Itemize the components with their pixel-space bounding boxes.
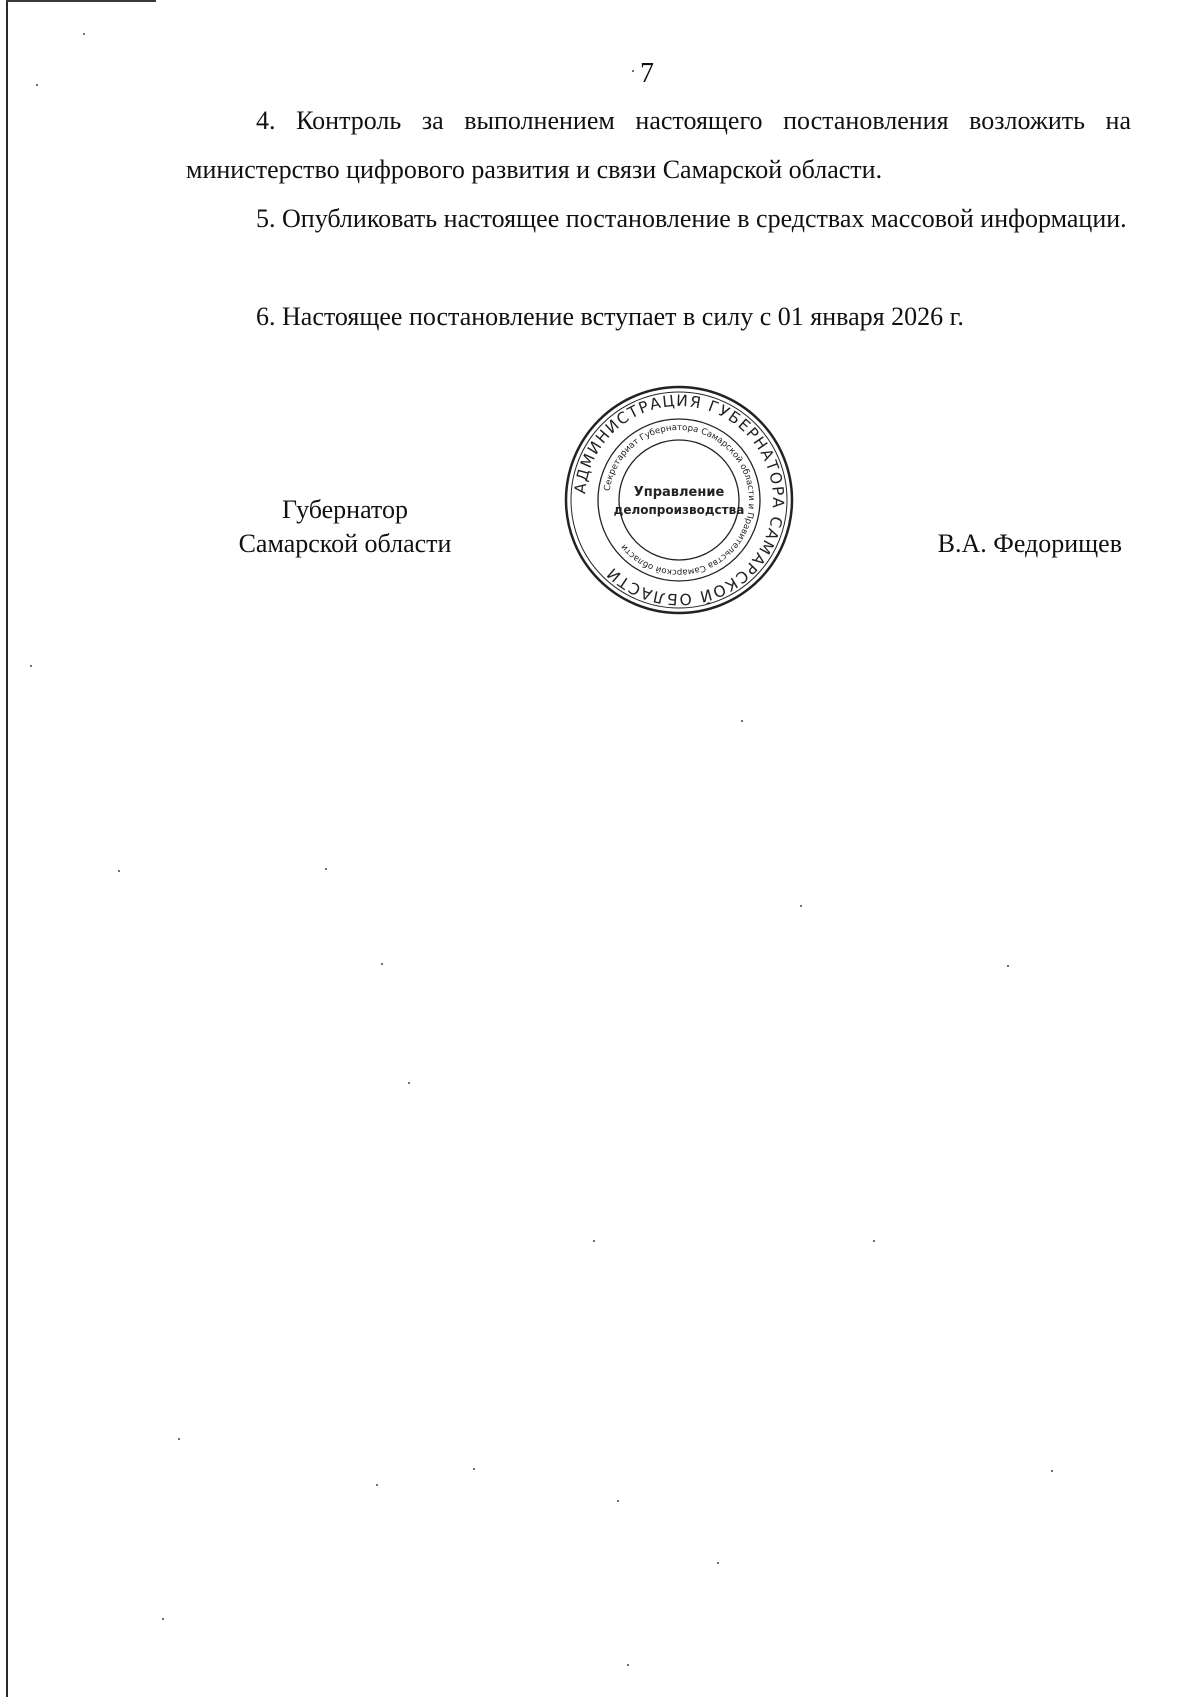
signatory-position-line2: Самарской области	[238, 529, 452, 558]
scan-speck	[30, 665, 32, 667]
seal-middle-ring	[598, 419, 760, 581]
scan-speck	[178, 1438, 180, 1440]
scan-speck	[473, 1468, 475, 1470]
scan-speck	[1007, 965, 1009, 967]
scan-speck	[325, 868, 327, 870]
scan-edge-top-line	[6, 0, 156, 2]
scan-speck	[741, 720, 743, 722]
scan-speck	[800, 905, 802, 907]
seal-outer-text: АДМИНИСТРАЦИЯ ГУБЕРНАТОРА САМАРСКОЙ ОБЛАСТИ	[571, 391, 788, 609]
paragraph-text: Опубликовать настоящее постановление в средствах массовой информации.	[282, 204, 1127, 233]
scan-speck	[381, 963, 383, 965]
paragraph-4	[186, 96, 1131, 194]
paragraph-5	[186, 194, 1131, 243]
scan-speck	[617, 1500, 619, 1502]
seal-center-line1: Управление	[633, 485, 725, 500]
seal-inner-text: Секретариат Губернатора Самарской области и Правительства Самарской области	[602, 422, 757, 578]
scan-speck	[118, 870, 120, 872]
scan-speck	[1051, 1470, 1053, 1472]
paragraph-6	[186, 292, 1131, 341]
scan-speck	[83, 33, 85, 35]
signatory-name: В.А. Федорищев	[937, 529, 1122, 558]
signatory-position	[215, 493, 475, 561]
paragraph-number: 6.	[256, 302, 276, 331]
scan-speck	[627, 1664, 629, 1666]
scan-speck	[36, 84, 38, 86]
seal-inner-ring	[619, 440, 739, 560]
scan-speck	[717, 1562, 719, 1564]
seal-center-line2: делопроизводства	[613, 503, 745, 517]
scan-speck	[632, 70, 634, 72]
paragraph-text: Настоящее постановление вступает в силу с 01 января 2026 г.	[282, 302, 964, 331]
scan-speck	[162, 1618, 164, 1620]
scan-speck	[873, 1240, 875, 1242]
official-seal	[563, 384, 795, 616]
seal-outer-ring	[566, 387, 792, 613]
scan-speck	[408, 1082, 410, 1084]
scan-speck	[376, 1484, 378, 1486]
signatory-position-line1: Губернатор	[282, 495, 408, 524]
paragraph-number: 5.	[256, 204, 276, 233]
scan-speck	[593, 1240, 595, 1242]
scan-edge-line	[6, 0, 8, 1697]
page-number: 7	[640, 58, 654, 89]
paragraph-number: 4.	[256, 106, 276, 135]
paragraph-text: Контроль за выполнением настоящего постановления возложить на министерство цифрового развития и связи Самарской области.	[186, 106, 1132, 184]
